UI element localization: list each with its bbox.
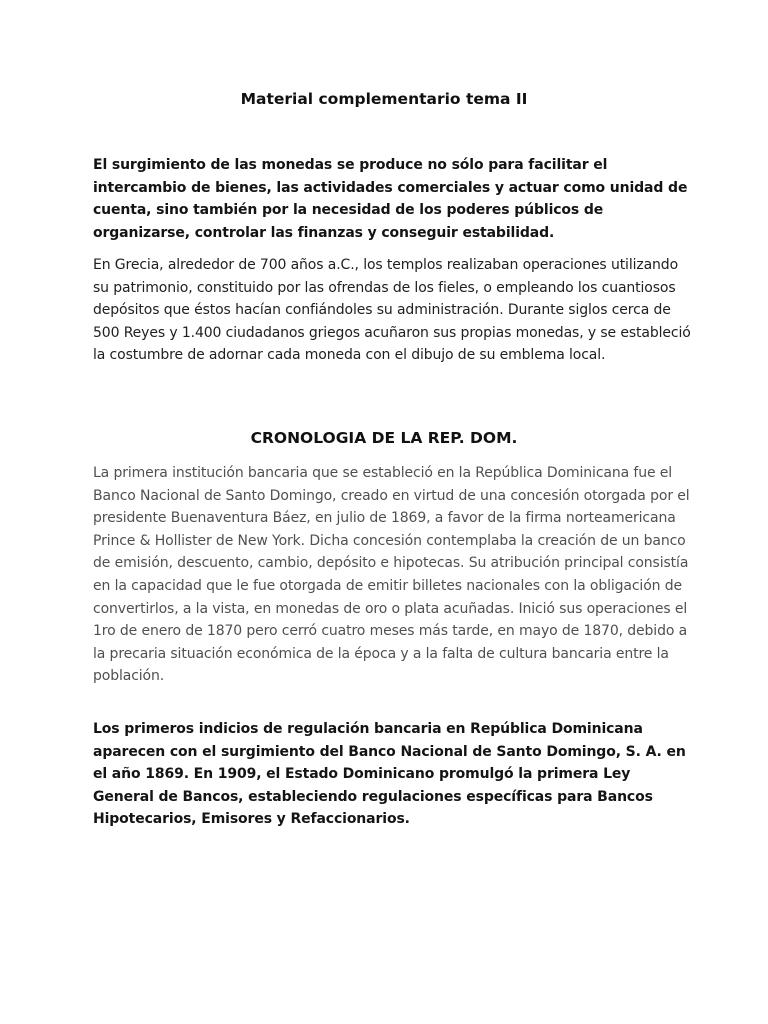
- paragraph-regulation: Los primeros indicios de regulación bancaria en República Dominicana aparecen con el surgimiento del Banco Nacional de Santo Domingo, S. A. en el año 1869. En 1909, el Estado Dominicano promulgó la primera Ley General de Bancos, estableciendo regulaciones específicas para Bancos Hipotecarios, Emisores y Refaccionarios.: [93, 721, 686, 828]
- paragraph-greece: En Grecia, alrededor de 700 años a.C., los templos realizaban operaciones utilizando su patrimonio, constituido por las ofrendas de los fieles, o empleando los cuantiosos depósitos que éstos hacían confiándoles su administración. Durante siglos cerca de 500 Reyes y 1.400 ciudadanos griegos acuñaron sus propias monedas, y se estableció la costumbre de adornar cada moneda con el dibujo de su emblema local.: [93, 257, 691, 364]
- paragraph-intro: El surgimiento de las monedas se produce no sólo para facilitar el intercambio de bienes, las actividades comerciales y actuar como unidad de cuenta, sino también por la necesidad de los poderes públicos de organizarse, controlar las finanzas y conseguir estabilidad.: [93, 157, 688, 241]
- document-title: Material complementario tema II: [240, 90, 528, 108]
- section-title: CRONOLOGIA DE LA REP. DOM.: [250, 429, 518, 447]
- paragraph-first-bank: La primera institución bancaria que se estableció en la República Dominicana fue el Banco Nacional de Santo Domingo, creado en virtud de una concesión otorgada por el presidente Buenaventura Báez, en julio de 1869, a favor de la firma norteamericana Prince & Hollister de New York. Dicha concesión contemplaba la creación de un banco de emisión, descuento, cambio, depósito e hipotecas. Su atribución principal consistía en la capacidad que le fue otorgada de emitir billetes nacionales con la obligación de convertirlos, a la vista, en monedas de oro o plata acuñadas. Inició sus operaciones el 1ro de enero de 1870 pero cerró cuatro meses más tarde, en mayo de 1870, debido a la precaria situación económica de la época y a la falta de cultura bancaria entre la población.: [93, 465, 690, 685]
